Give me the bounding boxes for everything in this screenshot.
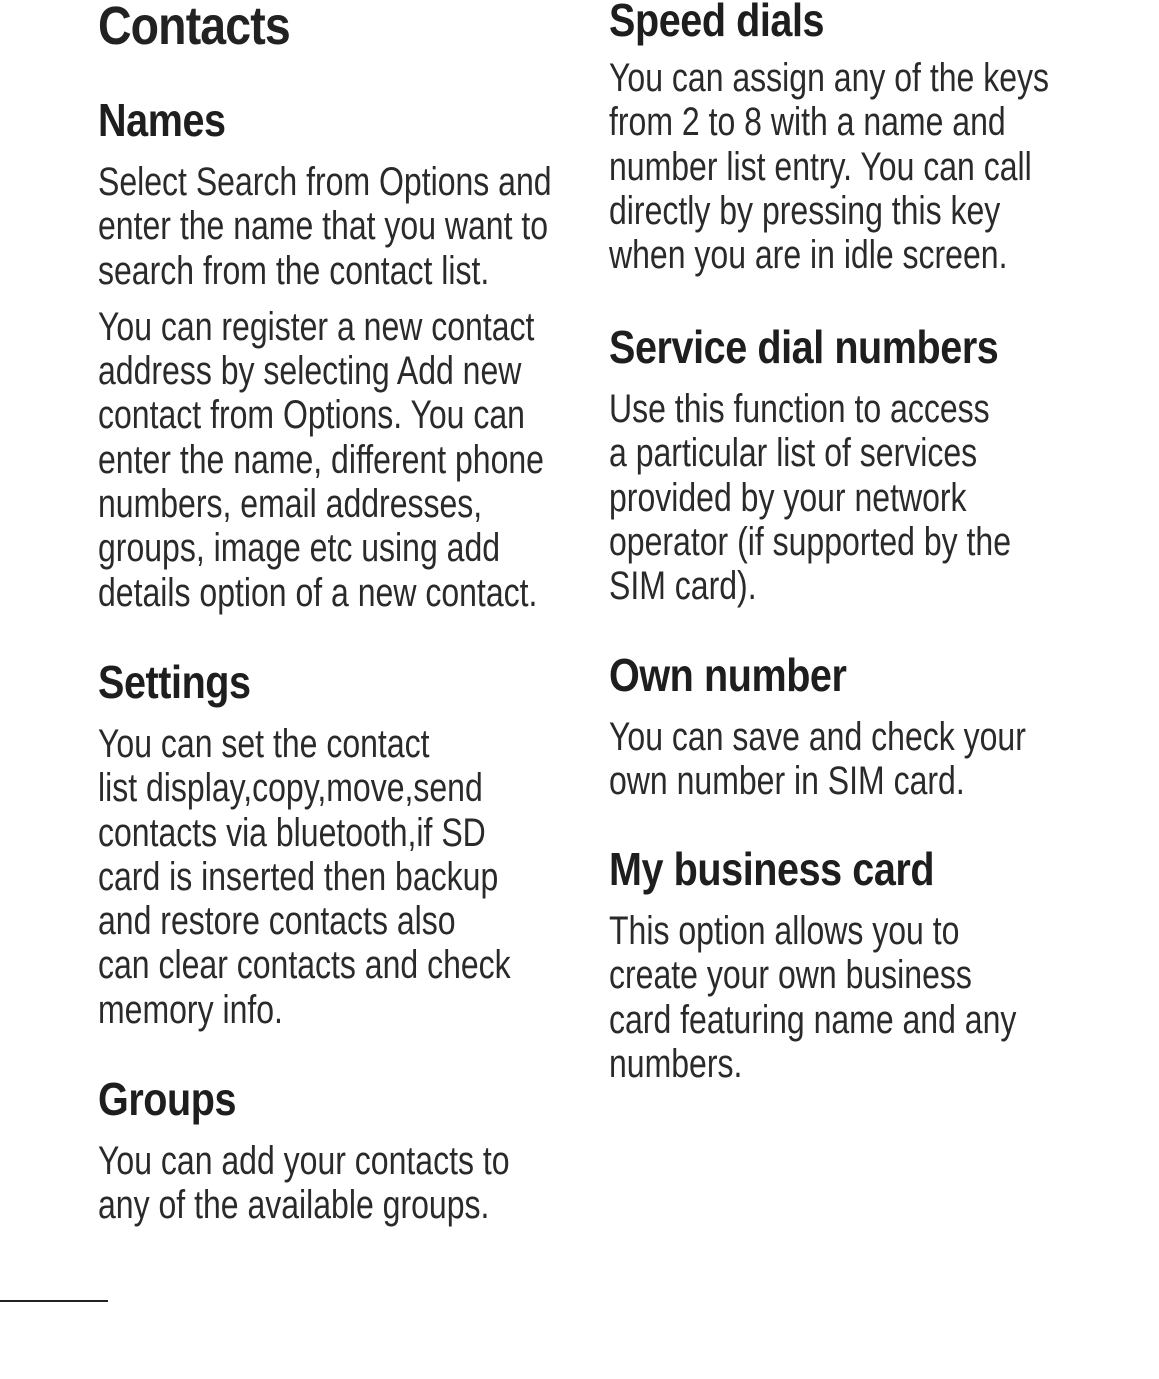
page-title: Contacts — [98, 0, 290, 56]
speed-dials-paragraph: You can assign any of the keys from 2 to 8 with a name and number list entry. You can call directly by pressing this key when you are in idle screen. — [609, 56, 1049, 278]
section-service-dial-numbers — [609, 321, 1069, 608]
section-groups — [98, 1073, 568, 1228]
speed-dials-heading: Speed dials — [609, 0, 825, 46]
section-my-business-card — [609, 843, 1069, 1086]
my-business-card-paragraph: This option allows you to create your own business card featuring name and any numbers. — [609, 909, 1017, 1086]
settings-heading: Settings — [98, 656, 251, 708]
section-names — [98, 94, 568, 615]
footer-rule — [0, 1300, 108, 1302]
section-speed-dials — [609, 0, 1069, 277]
settings-paragraph: You can set the contact list display,copy,move,send contacts via bluetooth,if SD card is inserted then backup and restore contacts also can clear contacts and check memory info. — [98, 722, 511, 1032]
section-own-number — [609, 649, 1069, 804]
names-paragraph-search: Select Search from Options and enter the name that you want to search from the contact list. — [98, 160, 552, 293]
service-dial-numbers-heading: Service dial numbers — [609, 321, 999, 373]
section-settings — [98, 656, 568, 1032]
names-heading: Names — [98, 94, 226, 146]
groups-paragraph: You can add your contacts to any of the available groups. — [98, 1139, 510, 1228]
my-business-card-heading: My business card — [609, 843, 935, 895]
groups-heading: Groups — [98, 1073, 237, 1125]
own-number-paragraph: You can save and check your own number in SIM card. — [609, 715, 1026, 804]
service-dial-numbers-paragraph: Use this function to access a particular list of services provided by your network operator (if supported by the SIM card). — [609, 387, 1012, 609]
names-paragraph-register: You can register a new contact address by selecting Add new contact from Options. You can enter the name, different phone numbers, email addresses, groups, image etc using add details option of a new contact. — [98, 304, 544, 615]
own-number-heading: Own number — [609, 649, 847, 701]
